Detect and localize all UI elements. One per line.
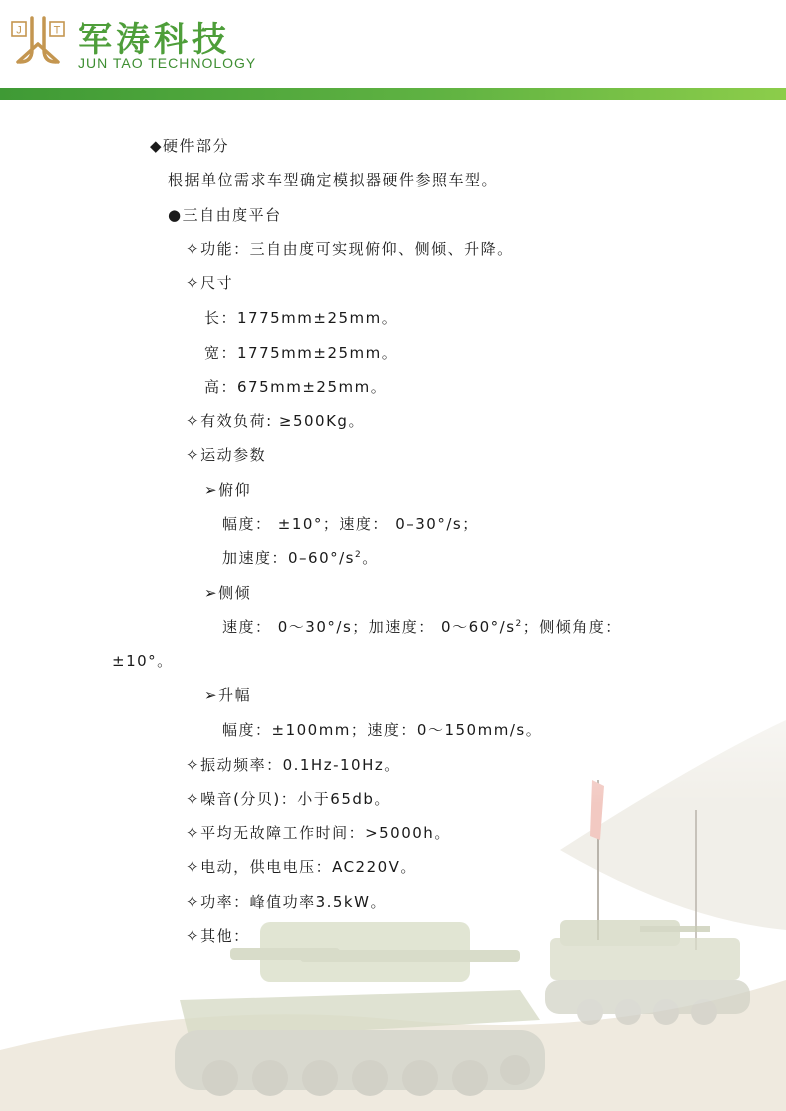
logo-letter-j: J [16,24,22,37]
power-item: ✧功率：峰值功率3.5kW。 [186,893,387,911]
vibration-item: ✧振动频率：0.1Hz-10Hz。 [186,756,401,774]
motion-title: ✧运动参数 [186,446,267,464]
lift-amplitude-speed: 幅度：±100mm；速度：0～150mm/s。 [222,721,543,739]
roll-angle: ±10°。 [112,652,174,670]
pitch-acceleration: 加速度：$0-60^\circ/s^2$。 [222,549,379,567]
mtbf-item: ✧平均无故障工作时间：>5000h。 [186,824,451,842]
section-title: ◆硬件部分 [150,137,230,155]
lift-title: ➢升幅 [204,686,252,704]
brand-name-chinese: 军涛科技 [78,20,230,60]
size-height: 高：675mm±25mm。 [204,378,388,396]
platform-title: ●三自由度平台 [168,206,282,224]
size-width: 宽：1775mm±25mm。 [204,344,399,362]
noise-item: ✧噪音(分贝)：小于65db。 [186,790,391,808]
size-title: ✧尺寸 [186,274,234,292]
function-item: ✧功能：三自由度可实现俯仰、侧倾、升降。 [186,240,514,258]
size-length: 长：1775mm±25mm。 [204,309,399,327]
payload-item: ✧有效负荷: ≥500Kg。 [186,412,365,430]
power-supply-item: ✧电动，供电电压：AC220V。 [186,858,417,876]
roll-speed-acceleration: 速度： 0～30°/s；加速度： $0\sim 60^\circ/s^2$；侧倾角度： [222,618,622,636]
roll-title: ➢侧倾 [204,584,252,602]
pitch-amplitude-speed: 幅度： ±10°；速度： 0–30°/s； [222,515,479,533]
intro-text: 根据单位需求车型确定模拟器硬件参照车型。 [168,171,499,189]
other-item: ✧其他： [186,927,250,945]
logo-letter-t: T [53,24,61,37]
pitch-title: ➢俯仰 [204,481,252,499]
brand-name-english: JUN TAO TECHNOLOGY [78,55,257,71]
